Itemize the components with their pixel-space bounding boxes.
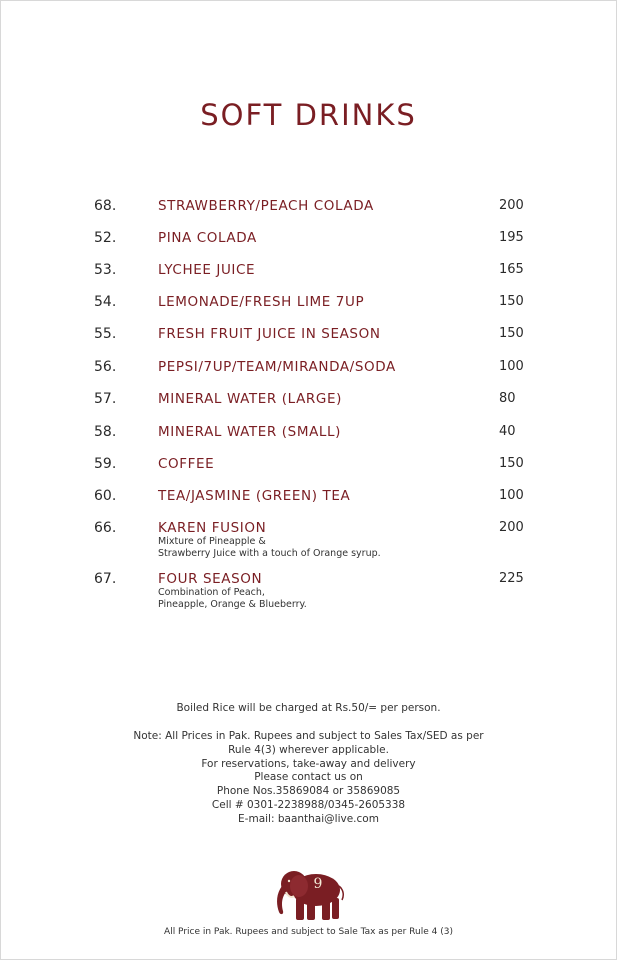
item-number: 57. <box>94 391 117 407</box>
contact-note: Please contact us on <box>254 771 363 784</box>
item-price: 100 <box>499 359 524 374</box>
item-price: 40 <box>499 424 516 439</box>
elephant-logo-icon <box>272 864 346 926</box>
item-description <box>158 536 381 560</box>
item-description-line: Strawberry Juice with a touch of Orange syrup. <box>158 548 381 559</box>
item-price: 150 <box>499 456 524 471</box>
item-number: 58. <box>94 424 117 440</box>
item-description-line: Mixture of Pineapple & <box>158 536 266 547</box>
item-price: 80 <box>499 391 516 406</box>
tax-note-rule: Rule 4(3) wherever applicable. <box>228 743 389 756</box>
rice-note-text: Boiled Rice will be charged at Rs.50/= per person. <box>176 702 441 714</box>
item-price: 200 <box>499 198 524 213</box>
item-price: 200 <box>499 520 524 535</box>
footer-note: All Price in Pak. Rupees and subject to Sale Tax as per Rule 4 (3) <box>164 927 453 937</box>
rice-note <box>0 702 617 716</box>
item-price: 150 <box>499 326 524 341</box>
item-name: COFFEE <box>158 456 215 472</box>
item-name: FOUR SEASON <box>158 571 263 587</box>
tax-note: Note: All Prices in Pak. Rupees and subject to Sales Tax/SED as per <box>133 730 484 742</box>
item-number: 68. <box>94 198 117 214</box>
item-name: PEPSI/7UP/TEAM/MIRANDA/SODA <box>158 359 396 375</box>
item-name: MINERAL WATER (LARGE) <box>158 391 342 407</box>
item-name: LYCHEE JUICE <box>158 262 256 278</box>
item-description-line: Pineapple, Orange & Blueberry. <box>158 599 307 610</box>
item-number: 55. <box>94 326 117 342</box>
item-price: 100 <box>499 488 524 503</box>
item-name: KAREN FUSION <box>158 520 267 536</box>
contact-notes <box>0 730 617 827</box>
item-name: LEMONADE/FRESH LIME 7UP <box>158 294 365 310</box>
item-price: 150 <box>499 294 524 309</box>
item-number: 67. <box>94 571 117 587</box>
item-description-line: Combination of Peach, <box>158 587 265 598</box>
item-number: 52. <box>94 230 117 246</box>
reservation-note: For reservations, take-away and delivery <box>201 757 416 770</box>
item-price: 165 <box>499 262 524 277</box>
page-title: SOFT DRINKS <box>200 98 417 132</box>
item-name: PINA COLADA <box>158 230 257 246</box>
item-number: 53. <box>94 262 117 278</box>
item-name: MINERAL WATER (SMALL) <box>158 424 342 440</box>
item-name: FRESH FRUIT JUICE IN SEASON <box>158 326 381 342</box>
item-number: 60. <box>94 488 117 504</box>
item-number: 56. <box>94 359 117 375</box>
item-description <box>158 587 307 611</box>
item-name: TEA/JASMINE (GREEN) TEA <box>158 488 351 504</box>
item-number: 54. <box>94 294 117 310</box>
cell-numbers: Cell # 0301-2238988/0345-2605338 <box>211 798 406 811</box>
item-price: 195 <box>499 230 524 245</box>
item-name: STRAWBERRY/PEACH COLADA <box>158 198 374 214</box>
page-number: 9 <box>313 876 323 892</box>
item-price: 225 <box>499 571 524 586</box>
email-address: E-mail: baanthai@live.com <box>238 812 379 825</box>
phone-numbers: Phone Nos.35869084 or 35869085 <box>216 785 401 798</box>
item-number: 66. <box>94 520 117 536</box>
item-number: 59. <box>94 456 117 472</box>
